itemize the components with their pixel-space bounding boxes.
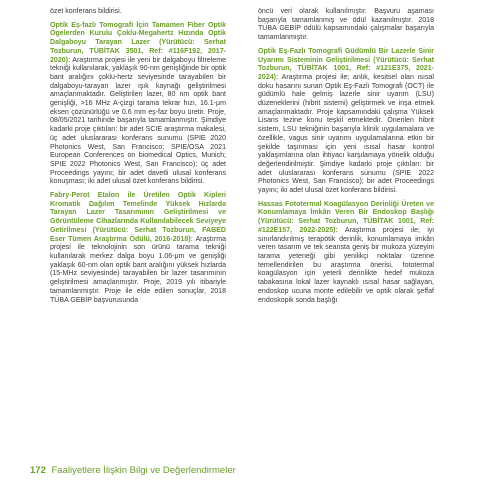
paragraph — [50, 8, 226, 17]
project-heading: Fabry-Perot Etalon ile Üretilen Optik Kipleri Kromatik Dağılım Temelinde Yüksek Hızlarda Tarayan Lazer Tasarımının Geliştirilmesi ve Görüntüleme Cihazlarında Kullanılabilecek Seviyeye Getirilmesi (Yürütücü: Serhat Tozburun, FABED Eser Tümen Araştırma Ödülü, 2016-2018): — [50, 192, 226, 243]
project-heading: Hassas Fototermal Koagülasyon Derinliği Üreten ve Konumlamaya İmkân Veren Bir Endoskop Başlığı (Yürütücü: Serhat Tozburun, TÜBİTAK 1001, Ref: #122E157, 2022-2025): — [258, 200, 434, 234]
paragraph-text: Araştırma projesi ile teknolojinin son ürünü tarama tekniği kullanılarak merkez dalga boyu 1.06-μm ve genişliği yaklaşık 60-nm olan optik bant aralığını yüksek hızlarda (15-MHz seviyesinde) tarayabilen bir lazer tasarımının geliştirilmesi amaçlanmıştır. Proje, 2019 yılı itibariyle tamamlanmıştır. Proje ile elde edilen sonuçlar, 2018 TÜBA GEBİP başvurusunda — [50, 235, 226, 304]
page-footer — [30, 465, 236, 476]
project-heading: Optik Eş-Fazlı Tomografi Güdümlü Bir Lazerle Sinir Uyarımı Sisteminin Geliştirilmesi (Yürütücü: Serhat Tozburun, TÜBİTAK 1001, Ref: #121E375, 2021-2024): — [258, 47, 434, 81]
footer-title: Faaliyetlere İlişkin Bilgi ve Değerlendirmeler — [51, 465, 236, 476]
project-heading: Optik Eş-fazlı Tomografi İçin Tamamen Fiber Optik Ögelerden Kurulu Çoklu-Megahertz Hızında Optik Dalgaboyu Tarayan Lazer (Yürütücü: Serhat Tozburun, TÜBİTAK 3501, Ref: #116F192, 2017-2020): — [50, 21, 226, 64]
paragraph-text: özet konferans bildirisi. — [50, 8, 122, 15]
paragraph — [50, 22, 226, 187]
right-column — [258, 8, 434, 310]
paragraph — [258, 8, 434, 43]
paragraph-text: öncü veri olarak kullanılmıştır. Başvuru aşaması başarıyla tamamlanmış ve ödül kazanılmıştır. 2018 TÜBA GEBİP ödülü kapsamındaki çalışmalar başarıyla tamamlanmıştır. — [258, 8, 434, 42]
paragraph-text: Araştırma projesi ile; anlık, kesitsel olan ısısal doku hasarını sunan Optik Eş-Fazlı Tomografi (OCT) ile güdümlü hale gelmiş lazerle sinir uyarım (LSU) düzeneklerini (hibrit sistemi) geliştirmek ve inşa etmek amaçlanmaktadır. Proje kapsamındaki çalışma Yüksek Lisans tezine konu teşkil etmektedir. Önerilen hibrit sistem, LSU tekniğinin başarıyla klinik uygulamalara ve özellikle, vagus sinir uyarımı uygulamalarına etkin bir şekilde taşınması için yeni ısısal hasar kontrol yaklaşımlarına olan ihtiyacı karşılamaya yönelik olduğu değerlendirilmiştir. Şimdiye kadarki proje çıktıları: bir adet uluslararası konferans sunumu (SPIE 2022 Photonics West, San Francisco); bir adet Proceedings yayını; iki adet ulusal özet konferans bildirisi. — [258, 73, 434, 195]
page-number: 172 — [30, 465, 46, 476]
paragraph-text: Araştırma projesi ile yeni bir dalgaboyu filtreleme tekniği kullanılarak, yaklaşık 90-nm genişliğinde bir optik bant aralığını çoklu-hertz seviyesinde tarayabilen bir dalgaboyu-tarayan lazer ışık kaynağı geliştirilmesi amaçlanmaktadır. Geliştirilen lazer, 80 nm optik bant genişliği, >16 MHz A-çizgi tarama tekrar hızı, 16.1-μm eksen çözünürlüğü ve 0.6 mm eş-faz boyu üretir. Proje, 08/05/2021 tarihinde başarıyla tamamlanmıştır. Şimdiye kadarki proje çıktıları: bir adet SCIE araştırma makalesi, üç adet uluslararası konferans sunumu (SPIE 2020 Photonics West, San Francisco; SPIE/OSA 2021 European Conferences on biomedical Optics, Munich; SPIE 2022 Photonics West, San Francisco); üç adet Proceedings yayını; bir adet davetli ulusal konferans konuşması; iki adet ulusal özet konferans bildirisi. — [50, 56, 226, 186]
left-column — [50, 8, 226, 310]
paragraph — [50, 192, 226, 305]
paragraph — [258, 201, 434, 305]
paragraph-text: Araştırma projesi ile; iyi sınırlandırılmış terapötik derinlik, konumlamaya imkân veren tasarım ve tek seansta geniş bir mukoza yüzeyini tarama yeteneği gibi yenilikçi noktalar üzerine temellendirilen bu araştırma önerisi, fototermal koagülasyon için yeterli derinlikte hedef mukoza tabakasına lokal lazer kaynaklı ısısal hasar sağlayan, endoskop ucuna monte edilebilir ve optik olarak şeffaf endoskopik sonda başlığı — [258, 226, 434, 304]
paragraph — [258, 48, 434, 196]
